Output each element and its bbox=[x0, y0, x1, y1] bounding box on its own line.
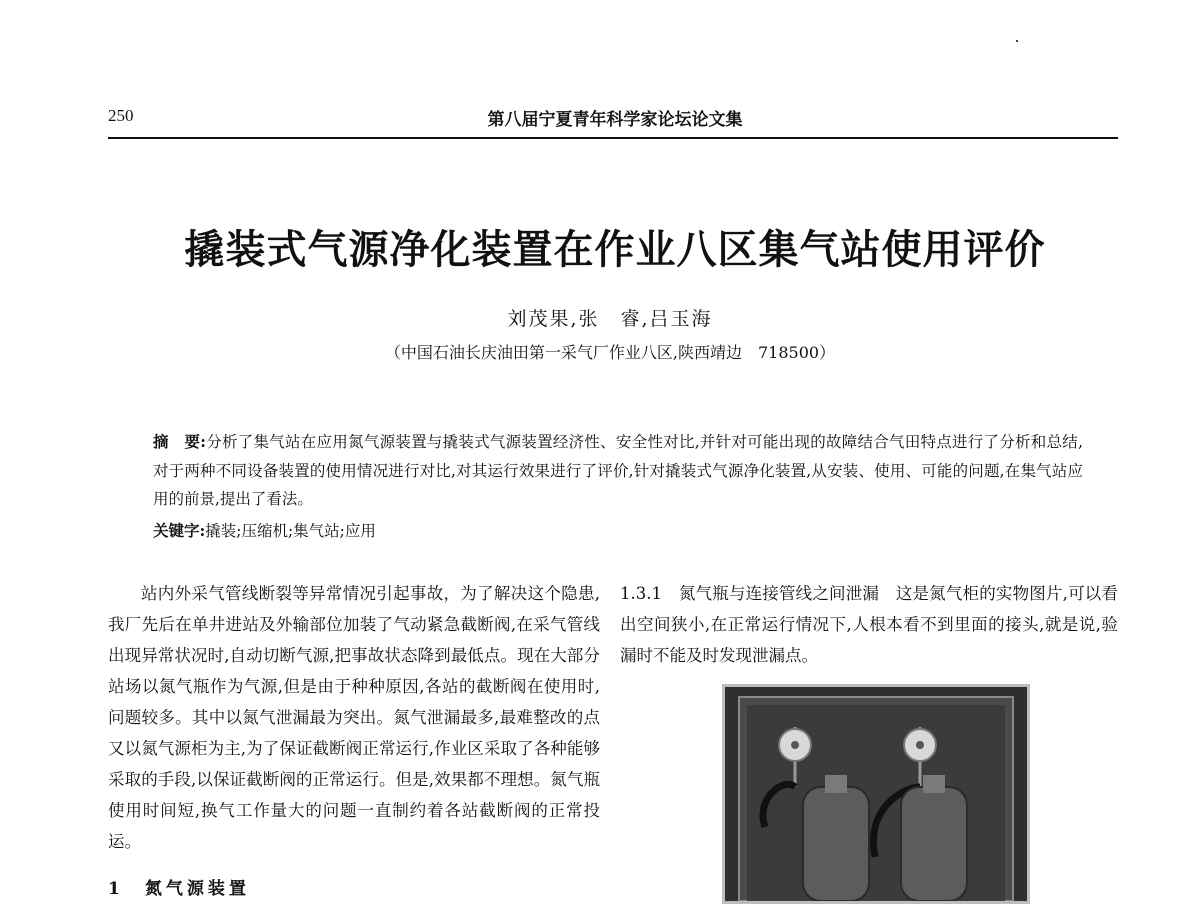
authors: 刘茂果,张 睿,吕玉海 bbox=[507, 308, 713, 330]
abstract-text: 分析了集气站在应用氮气源装置与撬装式气源装置经济性、安全性对比,并针对可能出现的故障结合气田特点进行了分析和总结,对于两种不同设备装置的使用情况进行对比,对其运行效果进行了评价,针对撬装式气源净化装置,从安装、使用、可能的问题,在集气站应用的前景,提出了看法。 bbox=[153, 433, 1083, 508]
scan-speck bbox=[1016, 40, 1018, 42]
affiliation: （中国石油长庆油田第一采气厂作业八区,陕西靖边 718500） bbox=[384, 343, 836, 362]
body-left-paragraph: 站内外采气管线断裂等异常情况引起事故，为了解决这个隐患,我厂先后在单井进站及外输部位加装了气动紧急截断阀,在采气管线出现异常状况时,自动切断气源,把事故状态降到最低点。现在大部分站场以氮气瓶作为气源,但是由于种种原因,各站的截断阀在使用时,问题较多。其中以氮气泄漏最为突出。氮气泄漏最多,最难整改的点又以氮气源柜为主,为了保证截断阀正常运行,作业区采取了各种能够采取的手段,以保证截断阀的正常运行。但是,效果都不理想。氮气瓶使用时间短,换气工作量大的问题一直制约着各站截断阀的正常投运。 bbox=[108, 584, 600, 851]
keywords-label: 关键字: bbox=[153, 521, 206, 540]
running-header: 第八届宁夏青年科学家论坛论文集 bbox=[487, 110, 743, 130]
header-rule bbox=[108, 137, 1118, 139]
page-number: 250 bbox=[108, 106, 134, 125]
abstract-label: 摘 要: bbox=[153, 432, 206, 451]
body-right-paragraph: 1.3.1 氮气瓶与连接管线之间泄漏 这是氮气柜的实物图片,可以看出空间狭小,在正常运行情况下,人根本看不到里面的接头,就是说,验漏时不能及时发现泄漏点。 bbox=[620, 584, 1118, 665]
cabinet-photo-icon bbox=[725, 687, 1027, 901]
article-title: 撬装式气源净化装置在作业八区集气站使用评价 bbox=[184, 226, 1046, 273]
nitrogen-cabinet-photo bbox=[722, 684, 1030, 904]
section-heading: 1 氮气源装置 bbox=[108, 879, 250, 899]
keywords-text: 撬装;压缩机;集气站;应用 bbox=[205, 522, 376, 540]
keywords bbox=[153, 519, 1083, 541]
abstract bbox=[153, 428, 1083, 514]
